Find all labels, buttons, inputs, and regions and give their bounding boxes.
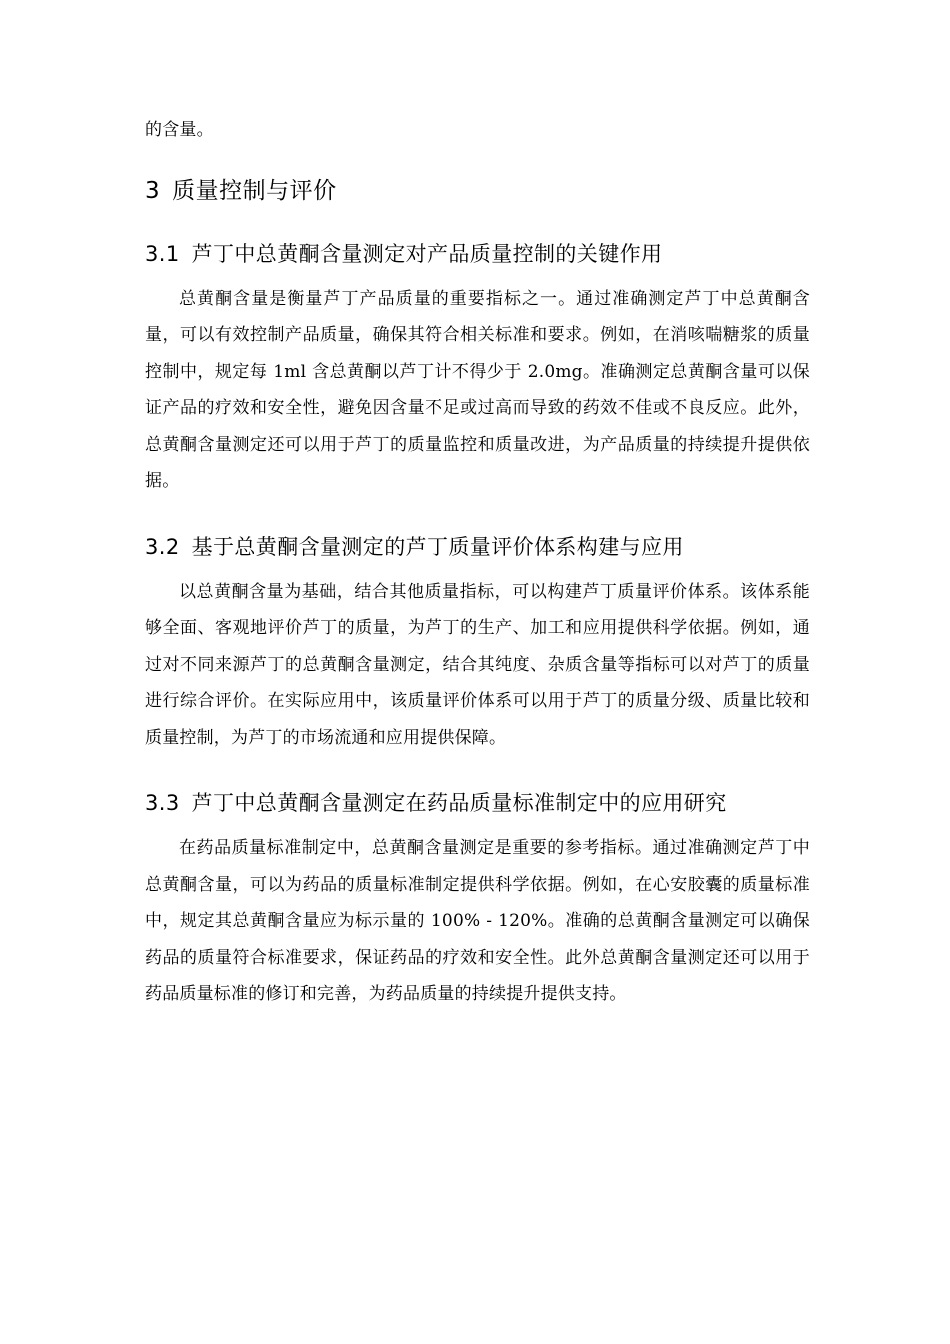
- subsection-3-3-heading: [145, 788, 810, 818]
- subsection-3-2-heading: [145, 532, 810, 562]
- subsection-3-1-paragraph: 总黄酮含量是衡量芦丁产品质量的重要指标之一。通过准确测定芦丁中总黄酮含量，可以有效控制产品质量，确保其符合相关标准和要求。例如，在消咳喘糖浆的质量控制中，规定每 1ml 含总黄酮以芦丁计不得少于 2.0mg。准确测定总黄酮含量可以保证产品的疗效和安全性，避免因含量不足或过高而导致的药效不佳或不良反应。此外，总黄酮含量测定还可以用于芦丁的质量监控和质量改进，为产品质量的持续提升提供依据。: [145, 288, 810, 491]
- subsection-3-1-heading: [145, 239, 810, 269]
- subsection-3-2-number: 3.2: [145, 534, 180, 559]
- section-3-heading: [145, 175, 810, 207]
- subsection-3-1-title: 芦丁中总黄酮含量测定对产品质量控制的关键作用: [191, 241, 663, 266]
- intro-tail-text: 的含量。: [145, 120, 214, 140]
- subsection-3-2-title: 基于总黄酮含量测定的芦丁质量评价体系构建与应用: [191, 534, 684, 559]
- subsection-3-3-title: 芦丁中总黄酮含量测定在药品质量标准制定中的应用研究: [191, 791, 727, 815]
- section-3-title: 质量控制与评价: [172, 177, 337, 204]
- subsection-3-3-number: 3.3: [145, 791, 180, 815]
- subsection-3-2-paragraph: 以总黄酮含量为基础，结合其他质量指标，可以构建芦丁质量评价体系。该体系能够全面、客观地评价芦丁的质量，为芦丁的生产、加工和应用提供科学依据。例如，通过对不同来源芦丁的总黄酮含量测定，结合其纯度、杂质含量等指标可以对芦丁的质量进行综合评价。在实际应用中，该质量评价体系可以用于芦丁的质量分级、质量比较和质量控制，为芦丁的市场流通和应用提供保障。: [145, 581, 810, 748]
- subsection-3-1-number: 3.1: [145, 241, 180, 266]
- subsection-3-3-paragraph: 在药品质量标准制定中，总黄酮含量测定是重要的参考指标。通过准确测定芦丁中总黄酮含量，可以为药品的质量标准制定提供科学依据。例如，在心安胶囊的质量标准中，规定其总黄酮含量应为标示量的 100% - 120%。准确的总黄酮含量测定可以确保药品的质量符合标准要求，保证药品的疗效和安全性。此外总黄酮含量测定还可以用于药品质量标准的修订和完善，为药品质量的持续提升提供支持。: [145, 838, 810, 1004]
- section-3-number: 3: [145, 177, 161, 204]
- document-body: [145, 112, 810, 1013]
